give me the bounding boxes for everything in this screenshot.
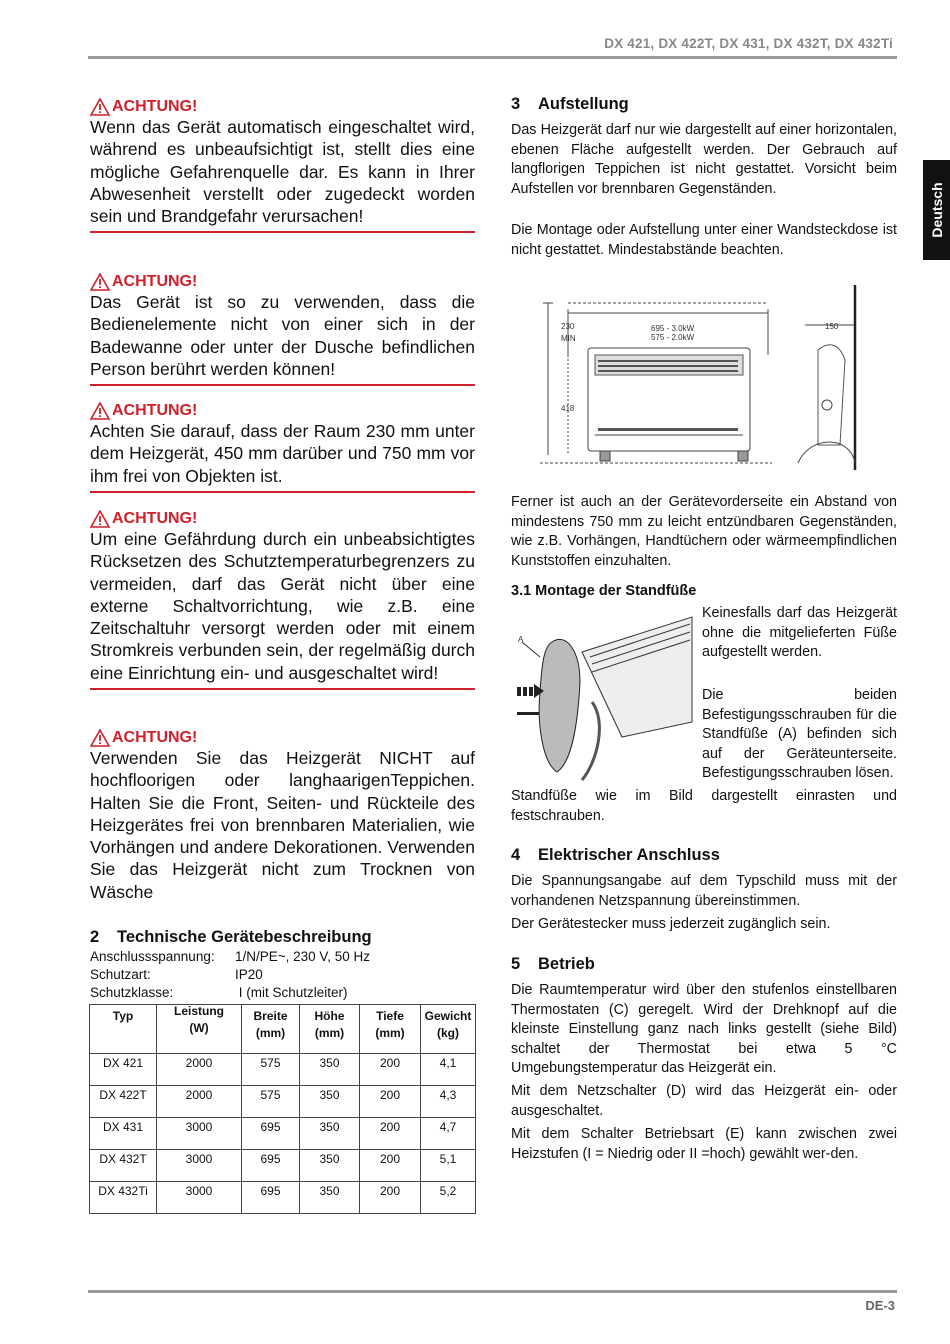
- section-number: 3: [511, 95, 521, 113]
- table-header: Gewicht (kg): [421, 1005, 476, 1054]
- spec-table: [89, 1004, 476, 1214]
- section-title: Elektrischer Anschluss: [538, 846, 720, 864]
- section-number: 4: [511, 846, 521, 864]
- language-tab: [923, 160, 950, 260]
- placement-clearance-diagram: [540, 285, 870, 470]
- table-row: DX 431 3000 695 350 200 4,7: [90, 1118, 476, 1150]
- diagram-label-418: 418: [561, 404, 575, 413]
- warning-block-2: [90, 272, 475, 386]
- warning-block-1: [90, 97, 475, 233]
- table-header-row: [90, 1005, 476, 1054]
- section-4-heading: [511, 846, 720, 865]
- section-title: Betrieb: [538, 955, 595, 973]
- warning-title: ACHTUNG!: [112, 98, 198, 115]
- section-5-paragraph-1: Die Raumtemperatur wird über den stufenlos einstellbaren Thermostaten (C) geregelt. Wird der Drehknopf auf die kleinste Einstellung ganz nach links gestellt (siehe Bild) schaltet der Thermostat bei etwa 5 °C Umgebungstemperatur das Heizgerät ein.: [511, 982, 897, 1077]
- warning-triangle-icon: [90, 402, 110, 420]
- page-number: DE-3: [865, 1298, 895, 1313]
- diagram-label-width-3kw: 695 - 3.0kW: [651, 324, 695, 333]
- section-title: Technische Gerätebeschreibung: [117, 928, 372, 946]
- spec-line-protection: [90, 966, 263, 984]
- section-3-paragraph-2: Die Montage oder Aufstellung unter einer Wandsteckdose ist nicht gestattet. Mindestabstände beachten.: [511, 222, 897, 258]
- spec-line-voltage: [90, 948, 370, 966]
- spec-line-class: [90, 984, 348, 1002]
- section-5-heading: [511, 955, 595, 974]
- section-3-paragraph-1: Das Heizgerät darf nur wie dargestellt auf einer horizontalen, ebenen Fläche aufgestellt werden. Der Gebrauch auf langflorigen Teppichen ist nicht gestattet. Vorsicht beim Aufstellen vor brennbaren Gegenständen.: [511, 122, 897, 197]
- warning-title: ACHTUNG!: [112, 402, 198, 419]
- spec-value: I (mit Schutzleiter): [235, 985, 348, 1000]
- warning-divider: [90, 491, 475, 493]
- warning-triangle-icon: [90, 510, 110, 528]
- section-3-paragraph-3: Ferner ist auch an der Gerätevorderseite ein Abstand von mindestens 750 mm zu leicht entzündbaren Gegenständen, wie z.B. Vorhängen, Handtüchern oder wärmeempfindlichen Kunststoffen einzuhalten.: [511, 494, 897, 569]
- table-header: Höhe (mm): [300, 1005, 360, 1054]
- section-5-paragraph-2: Mit dem Netzschalter (D) wird das Heizgerät ein- oder ausgeschaltet.: [511, 1083, 897, 1119]
- table-header: Breite (mm): [242, 1005, 300, 1054]
- warning-block-4: [90, 509, 475, 690]
- foot-mounting-illustration: [512, 612, 697, 782]
- warning-title: ACHTUNG!: [112, 510, 198, 527]
- warning-triangle-icon: [90, 273, 110, 291]
- warning-text: Achten Sie darauf, dass der Raum 230 mm unter dem Heizgerät, 450 mm darüber und 750 mm vor ihm frei von Objekten ist.: [90, 421, 475, 486]
- diagram-label-min: MIN: [561, 334, 576, 343]
- table-row: DX 432Ti 3000 695 350 200 5,2: [90, 1182, 476, 1214]
- warning-divider: [90, 231, 475, 233]
- diagram-label-150: 150: [825, 322, 839, 331]
- warning-text: Verwenden Sie das Heizgerät NICHT auf hochfloorigen oder langhaarigenTeppichen. Halten Sie die Front, Seiten- und Rückteile des Heizgerätes frei von brennbaren Materialien, wie Vorhängen und andere Dekorationen. Verwenden Sie das Heizgerät nicht zum Trocknen von Wäsche: [90, 748, 475, 902]
- warning-block-5: [90, 728, 475, 903]
- section-4-paragraph-2: Der Gerätestecker muss jederzeit zugänglich sein.: [511, 916, 831, 932]
- subsection-3-1-paragraph-1: Keinesfalls darf das Heizgerät ohne die mitgelieferten Füße aufgestellt werden.: [702, 605, 897, 661]
- table-row: DX 422T 2000 575 350 200 4,3: [90, 1086, 476, 1118]
- section-2-heading: [90, 928, 372, 947]
- spec-label: Schutzklasse:: [90, 985, 174, 1000]
- spec-value: IP20: [235, 967, 263, 982]
- table-header: Typ: [90, 1005, 157, 1054]
- warning-title: ACHTUNG!: [112, 729, 198, 746]
- footer-divider: [88, 1290, 897, 1293]
- document-header-title: DX 421, DX 422T, DX 431, DX 432T, DX 432Ti: [604, 36, 893, 51]
- section-number: 2: [90, 928, 100, 946]
- subsection-3-1-paragraph-3: Standfüße wie im Bild dargestellt einrasten und festschrauben.: [511, 788, 897, 824]
- warning-triangle-icon: [90, 98, 110, 116]
- warning-triangle-icon: [90, 729, 110, 747]
- warning-divider: [90, 384, 475, 386]
- section-title: Aufstellung: [538, 95, 629, 113]
- illustration-label-a: A: [518, 635, 524, 644]
- section-5-paragraph-3: Mit dem Schalter Betriebsart (E) kann zwischen zwei Heizstufen (I = Niedrig oder II =hoch) gewählt wer-den.: [511, 1126, 897, 1162]
- subsection-3-1-heading: 3.1 Montage der Standfüße: [511, 583, 697, 599]
- spec-value: 1/N/PE~, 230 V, 50 Hz: [235, 949, 370, 964]
- diagram-label-width-2kw: 575 - 2.0kW: [651, 333, 695, 342]
- section-3-heading: [511, 95, 629, 114]
- section-4-paragraph-1: Die Spannungsangabe auf dem Typschild muss mit der vorhandenen Netzspannung übereinstimmen.: [511, 873, 897, 909]
- language-tab-label: Deutsch: [928, 182, 945, 238]
- spec-label: Anschlussspannung:: [90, 949, 215, 964]
- table-header: Tiefe (mm): [360, 1005, 421, 1054]
- warning-text: Um eine Gefährdung durch ein unbeabsichtigtes Rücksetzen des Schutztemperaturbegrenzers zu vermeiden, darf das Gerät nicht über eine externe Schaltvorrichtung, wie z.B. eine Zeitschaltuhr versorgt werden oder mit einem Stromkreis verbunden sein, der regelmäßig durch eine Einrichtung ein- und ausgeschaltet wird!: [90, 529, 475, 683]
- warning-title: ACHTUNG!: [112, 273, 198, 290]
- spec-label: Schutzart:: [90, 967, 151, 982]
- table-row: DX 421 2000 575 350 200 4,1: [90, 1054, 476, 1086]
- section-number: 5: [511, 955, 521, 973]
- diagram-label-230: 230: [561, 322, 575, 331]
- warning-text: Das Gerät ist so zu verwenden, dass die Bedienelemente nicht von einer sich in der Badewanne oder unter der Dusche befindlichen Person berührt werden können!: [90, 292, 475, 379]
- warning-text: Wenn das Gerät automatisch eingeschaltet wird, während es unbeaufsichtigt ist, stellt dies eine mögliche Gefahrenquelle dar. Es kann in Ihrer Abwesenheit verstellt oder zugedeckt worden sein und Brandgefahr verursachen!: [90, 117, 475, 227]
- table-row: DX 432T 3000 695 350 200 5,1: [90, 1150, 476, 1182]
- table-header: Leistung (W): [157, 1005, 242, 1054]
- warning-block-3: [90, 401, 475, 493]
- subsection-3-1-paragraph-2: Die beiden Befestigungsschrauben für die Standfüße (A) befinden sich auf der Geräteunterseite. Befestigungsschrauben lösen.: [702, 687, 897, 782]
- warning-divider: [90, 688, 475, 690]
- header-divider: [88, 56, 897, 59]
